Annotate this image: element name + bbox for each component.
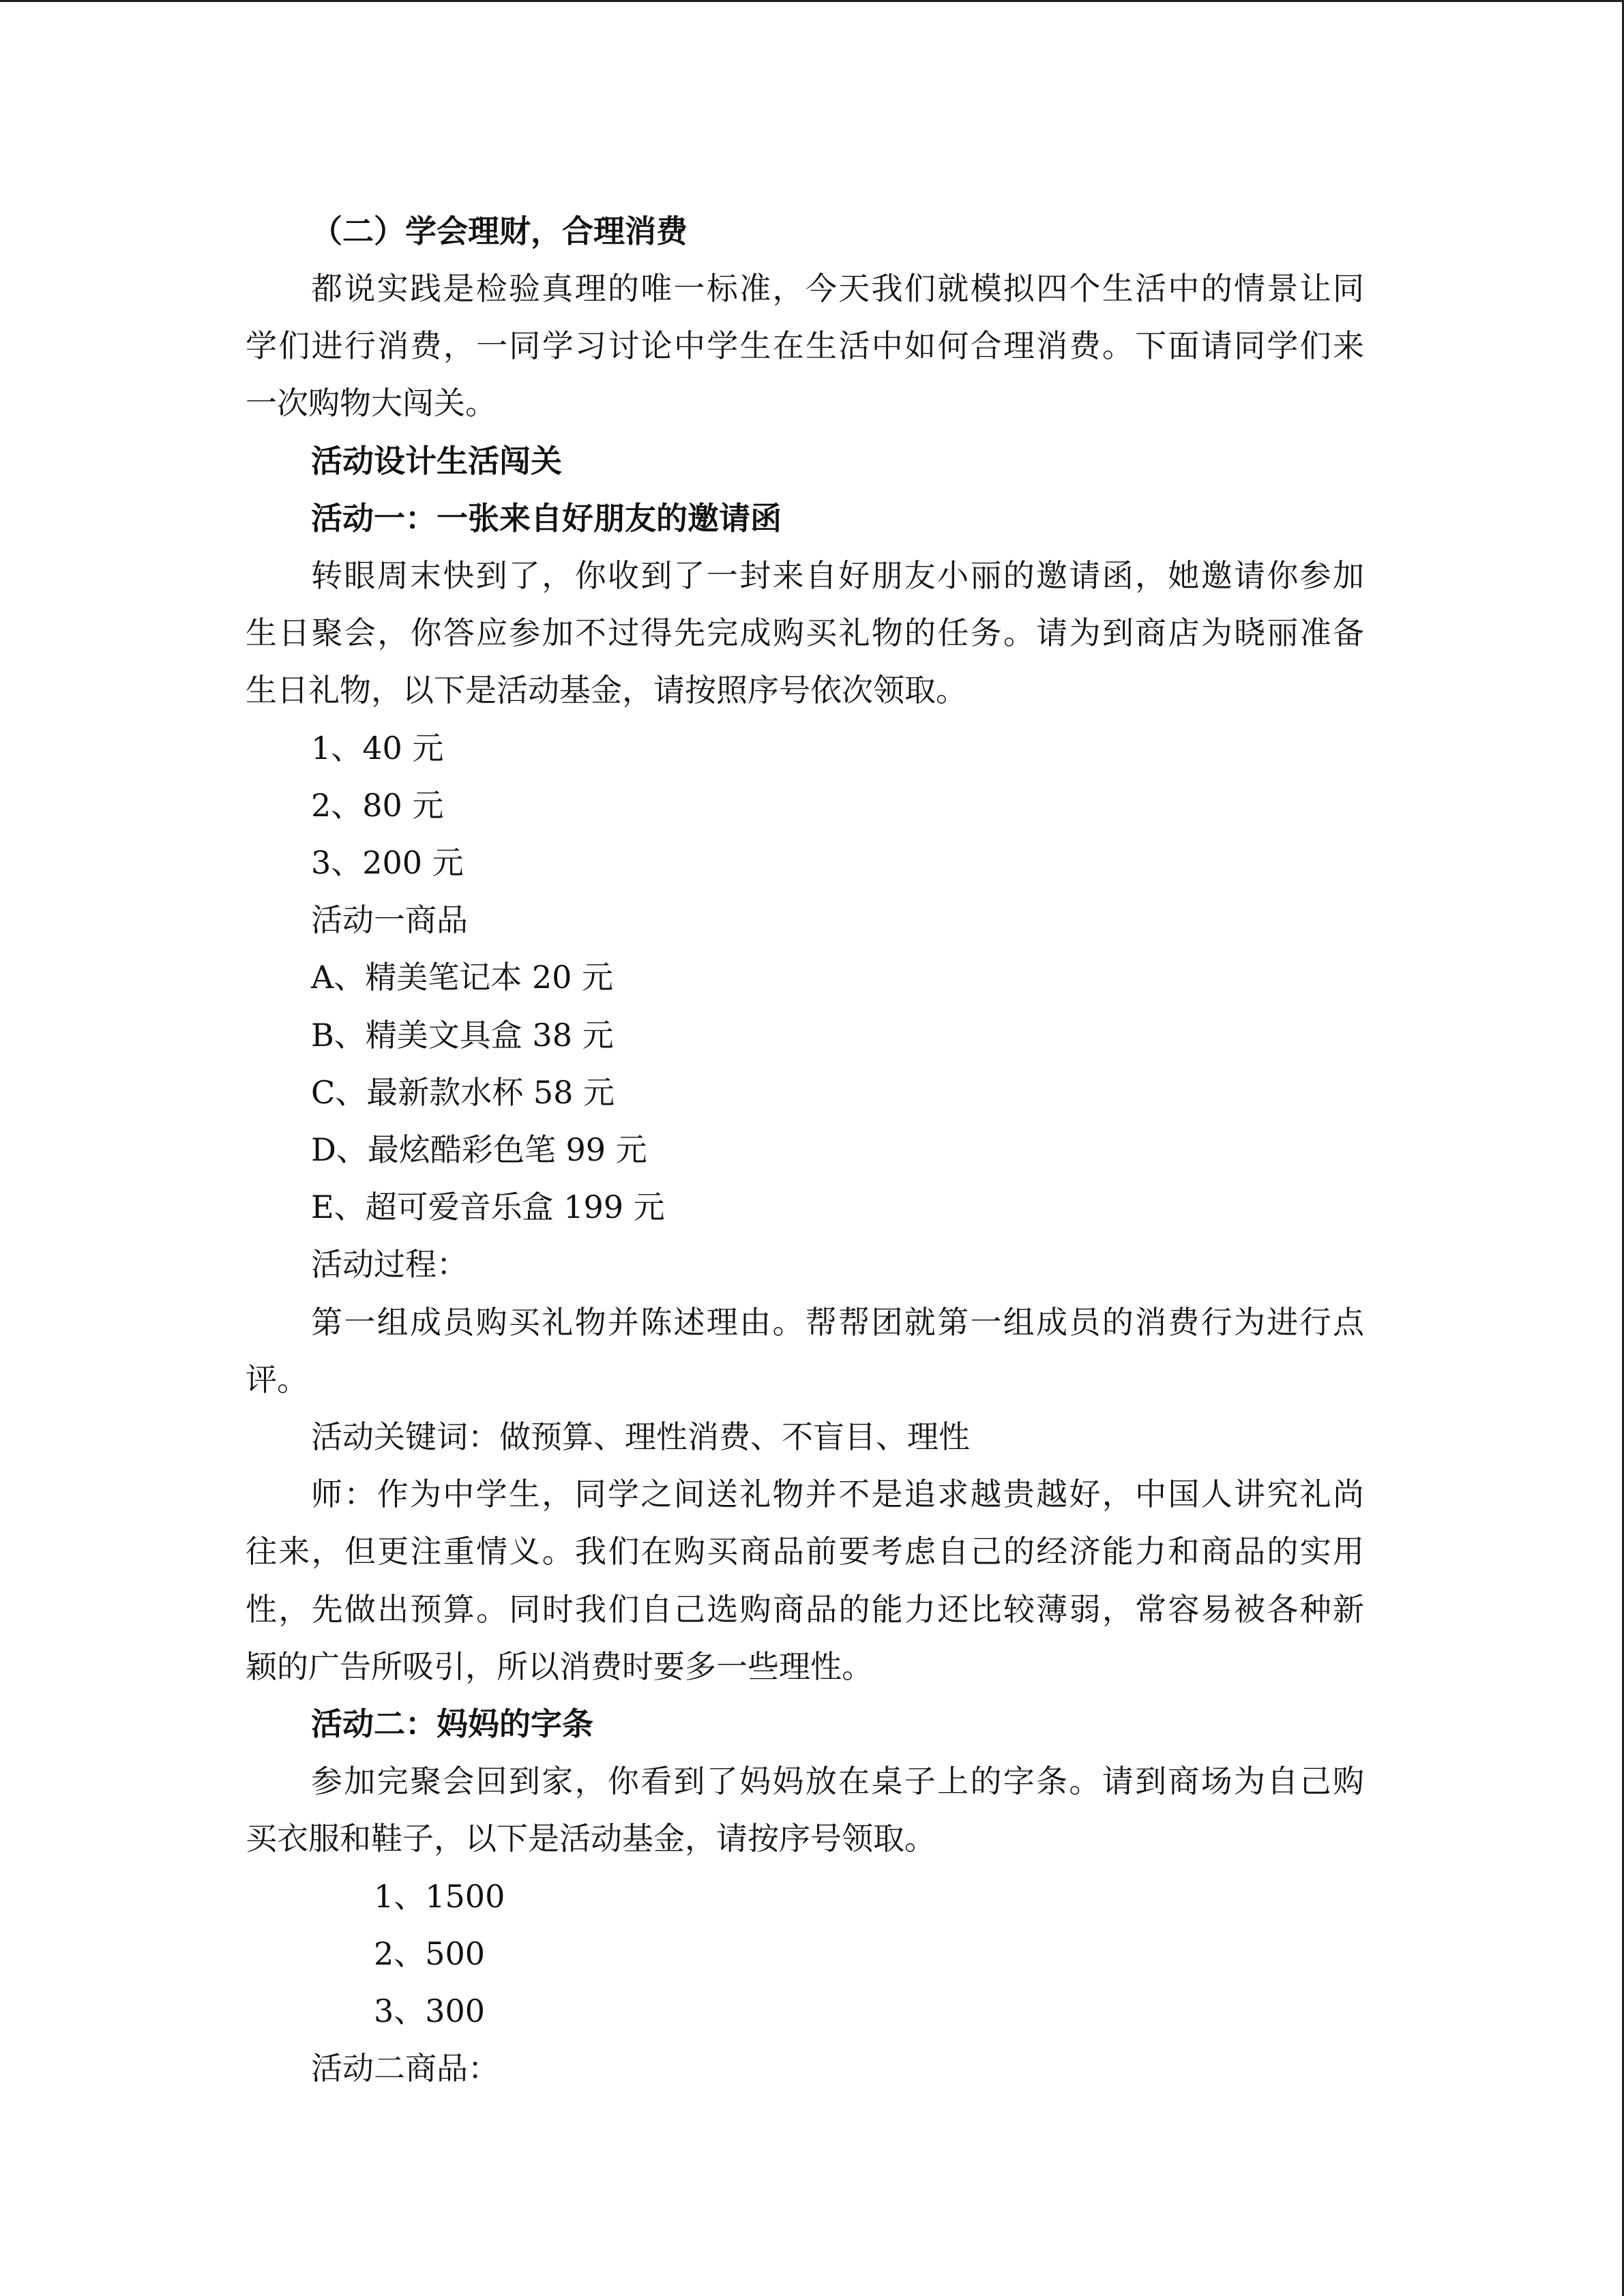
list-label: 活动二商品：	[311, 2050, 499, 2087]
document-page	[246, 0, 1364, 2296]
list-label: 活动过程：	[311, 1246, 468, 1283]
product-item: B、精美文具盒 38 元	[311, 1017, 614, 1054]
paragraph-line: 买衣服和鞋子，以下是活动基金，请按序号领取。	[246, 1820, 936, 1857]
paragraph-line: 师：作为中学生，同学之间送礼物并不是追求越贵越好，中国人讲究礼尚	[311, 1476, 1364, 1512]
paragraph-line: 颖的广告所吸引，所以消费时要多一些理性。	[246, 1648, 873, 1685]
fund-item: 3、300	[374, 1993, 486, 2029]
paragraph-line: 性，先做出预算。同时我们自己选购商品的能力还比较薄弱，常容易被各种新	[246, 1591, 1364, 1628]
section-heading: （二）学会理财，合理消费	[311, 213, 688, 250]
fund-item: 2、80 元	[311, 787, 444, 824]
paragraph-line: 生日礼物，以下是活动基金，请按照序号依次领取。	[246, 672, 967, 709]
product-item: A、精美笔记本 20 元	[311, 959, 613, 996]
paragraph-line: 评。	[246, 1361, 308, 1398]
fund-item: 1、1500	[374, 1878, 505, 1915]
fund-item: 3、200 元	[311, 844, 464, 881]
keywords-line: 活动关键词：做预算、理性消费、不盲目、理性	[311, 1418, 970, 1455]
fund-item: 2、500	[374, 1935, 486, 1972]
product-item: D、最炫酷彩色笔 99 元	[311, 1131, 647, 1168]
activity-heading: 活动一：一张来自好朋友的邀请函	[311, 500, 782, 537]
paragraph-line: 转眼周末快到了，你收到了一封来自好朋友小丽的邀请函，她邀请你参加	[311, 557, 1364, 594]
paragraph-line: 学们进行消费，一同学习讨论中学生在生活中如何合理消费。下面请同学们来	[246, 327, 1364, 364]
list-label: 活动一商品	[311, 901, 468, 938]
paragraph-line: 往来，但更注重情义。我们在购买商品前要考虑自己的经济能力和商品的实用	[246, 1533, 1364, 1570]
product-item: E、超可爱音乐盒 199 元	[311, 1189, 665, 1225]
paragraph-line: 参加完聚会回到家，你看到了妈妈放在桌子上的字条。请到商场为自己购	[311, 1763, 1364, 1800]
activity-heading: 活动二：妈妈的字条	[311, 1705, 593, 1742]
paragraph-line: 生日聚会，你答应参加不过得先完成购买礼物的任务。请为到商店为晓丽准备	[246, 614, 1364, 651]
subheading: 活动设计生活闯关	[311, 443, 562, 479]
paragraph-line: 都说实践是检验真理的唯一标准，今天我们就模拟四个生活中的情景让同	[311, 270, 1364, 307]
paragraph-line: 一次购物大闯关。	[246, 385, 497, 421]
product-item: C、最新款水杯 58 元	[311, 1074, 615, 1111]
fund-item: 1、40 元	[311, 730, 444, 766]
paragraph-line: 第一组成员购买礼物并陈述理由。帮帮团就第一组成员的消费行为进行点	[311, 1304, 1364, 1341]
